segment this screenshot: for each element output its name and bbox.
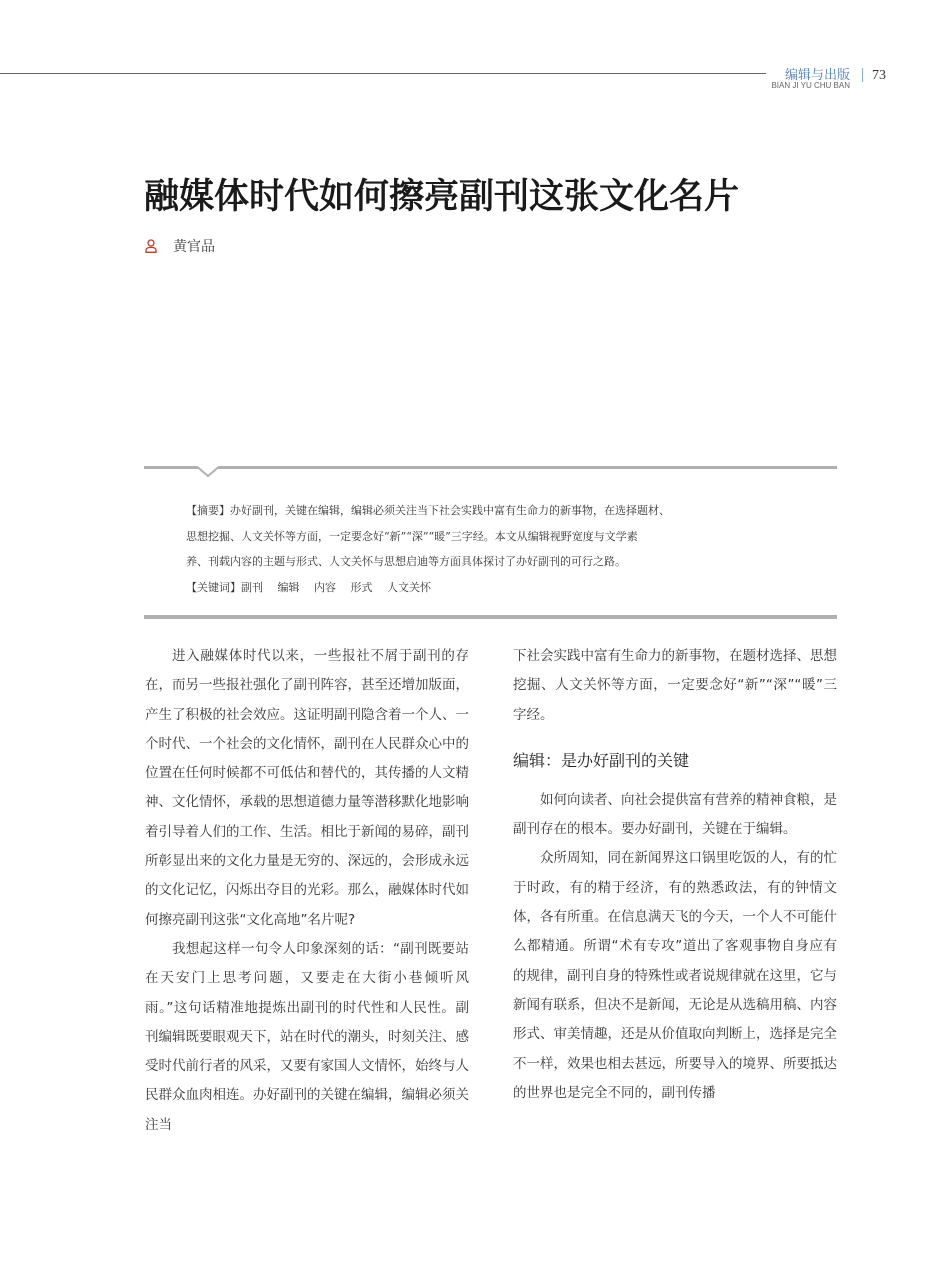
body-column-left: [145, 642, 469, 1140]
body-paragraph: 进入融媒体时代以来，一些报社不屑于副刊的存在，而另一些报社强化了副刊阵容，甚至还增加版面，产生了积极的社会效应。这证明副刊隐含着一个人、一个时代、一个社会的文化情怀，副刊在人民群众心中的位置在任何时候都不可低估和替代的，其传播的人文精神、文化情怀，承载的思想道德力量等潜移默化地影响着引导着人们的工作、生活。相比于新闻的易碎，副刊所彰显出来的文化力量是无穷的、深远的，会形成永远的文化记忆，闪烁出夺目的光彩。那么，融媒体时代如何擦亮副刊这张“文化高地”名片呢?: [145, 648, 469, 928]
body-paragraph: 下社会实践中富有生命力的新事物，在题材选择、思想挖掘、人文关怀等方面，一定要念好“新”“深”“暖”三字经。: [513, 648, 837, 723]
journal-name: 编辑与出版: [784, 68, 850, 83]
section-heading: 编辑：是办好副刊的关键: [513, 750, 690, 770]
abstract-line: 【摘要】办好副刊，关键在编辑，编辑必须关注当下社会实践中富有生命力的新事物，在选择题材、: [186, 504, 670, 517]
header-rule: [0, 73, 766, 74]
abstract-line: 养、刊载内容的主题与形式、人文关怀与思想启迪等方面具体探讨了办好副刊的可行之路。: [186, 555, 626, 568]
page-number: 73: [872, 68, 886, 83]
abstract-bottom-rule: [144, 615, 837, 619]
body-paragraph: 如何向读者、向社会提供富有营养的精神食粮，是副刊存在的根本。要办好副刊，关键在于编辑。: [513, 791, 837, 838]
body-paragraph: 我想起这样一句令人印象深刻的话：“副刊既要站在天安门上思考问题，又要走在大街小巷倾听风雨。”这句话精准地提炼出副刊的时代性和人民性。副刊编辑既要眼观天下，站在时代的潮头，时刻关注、感受时代前行者的风采，又要有家国人文情怀，始终与人民群众血肉相连。办好副刊的关键在编辑，编辑必须关注当: [145, 940, 469, 1133]
article-title: 融媒体时代如何擦亮副刊这张文化名片: [144, 177, 740, 217]
author-line: [144, 236, 215, 256]
body-paragraph: 众所周知，同在新闻界这口锅里吃饭的人，有的忙于时政，有的精于经济，有的熟悉政法，有的钟情文体，各有所重。在信息满天飞的今天，一个人不可能什么都精通。所谓“术有专攻”道出了客观事物自身应有的规律，副刊自身的特殊性或者说规律就在这里，它与新闻有联系，但决不是新闻，无论是从选稿用稿、内容形式、审美情趣，还是从价值取向判断上，选择是完全不一样，效果也相去甚远，所要导入的境界、所要抵达的世界也是完全不同的，副刊传播: [513, 850, 837, 1101]
body-column-right: [513, 642, 837, 1108]
abstract: [186, 498, 806, 600]
journal-name-pinyin: BIAN JI YU CHU BAN: [771, 81, 850, 90]
abstract-line: 思想挖掘、人文关怀等方面，一定要念好“新”“深”“暖”三字经。本文从编辑视野宽度与文学素: [186, 529, 638, 543]
author-name: 黄官品: [173, 239, 215, 255]
person-icon: [144, 239, 158, 253]
header-separator: [862, 68, 863, 82]
abstract-top-rule: [144, 460, 837, 480]
keywords: 【关键词】副刊 编辑 内容 形式 人文关怀: [186, 580, 431, 594]
